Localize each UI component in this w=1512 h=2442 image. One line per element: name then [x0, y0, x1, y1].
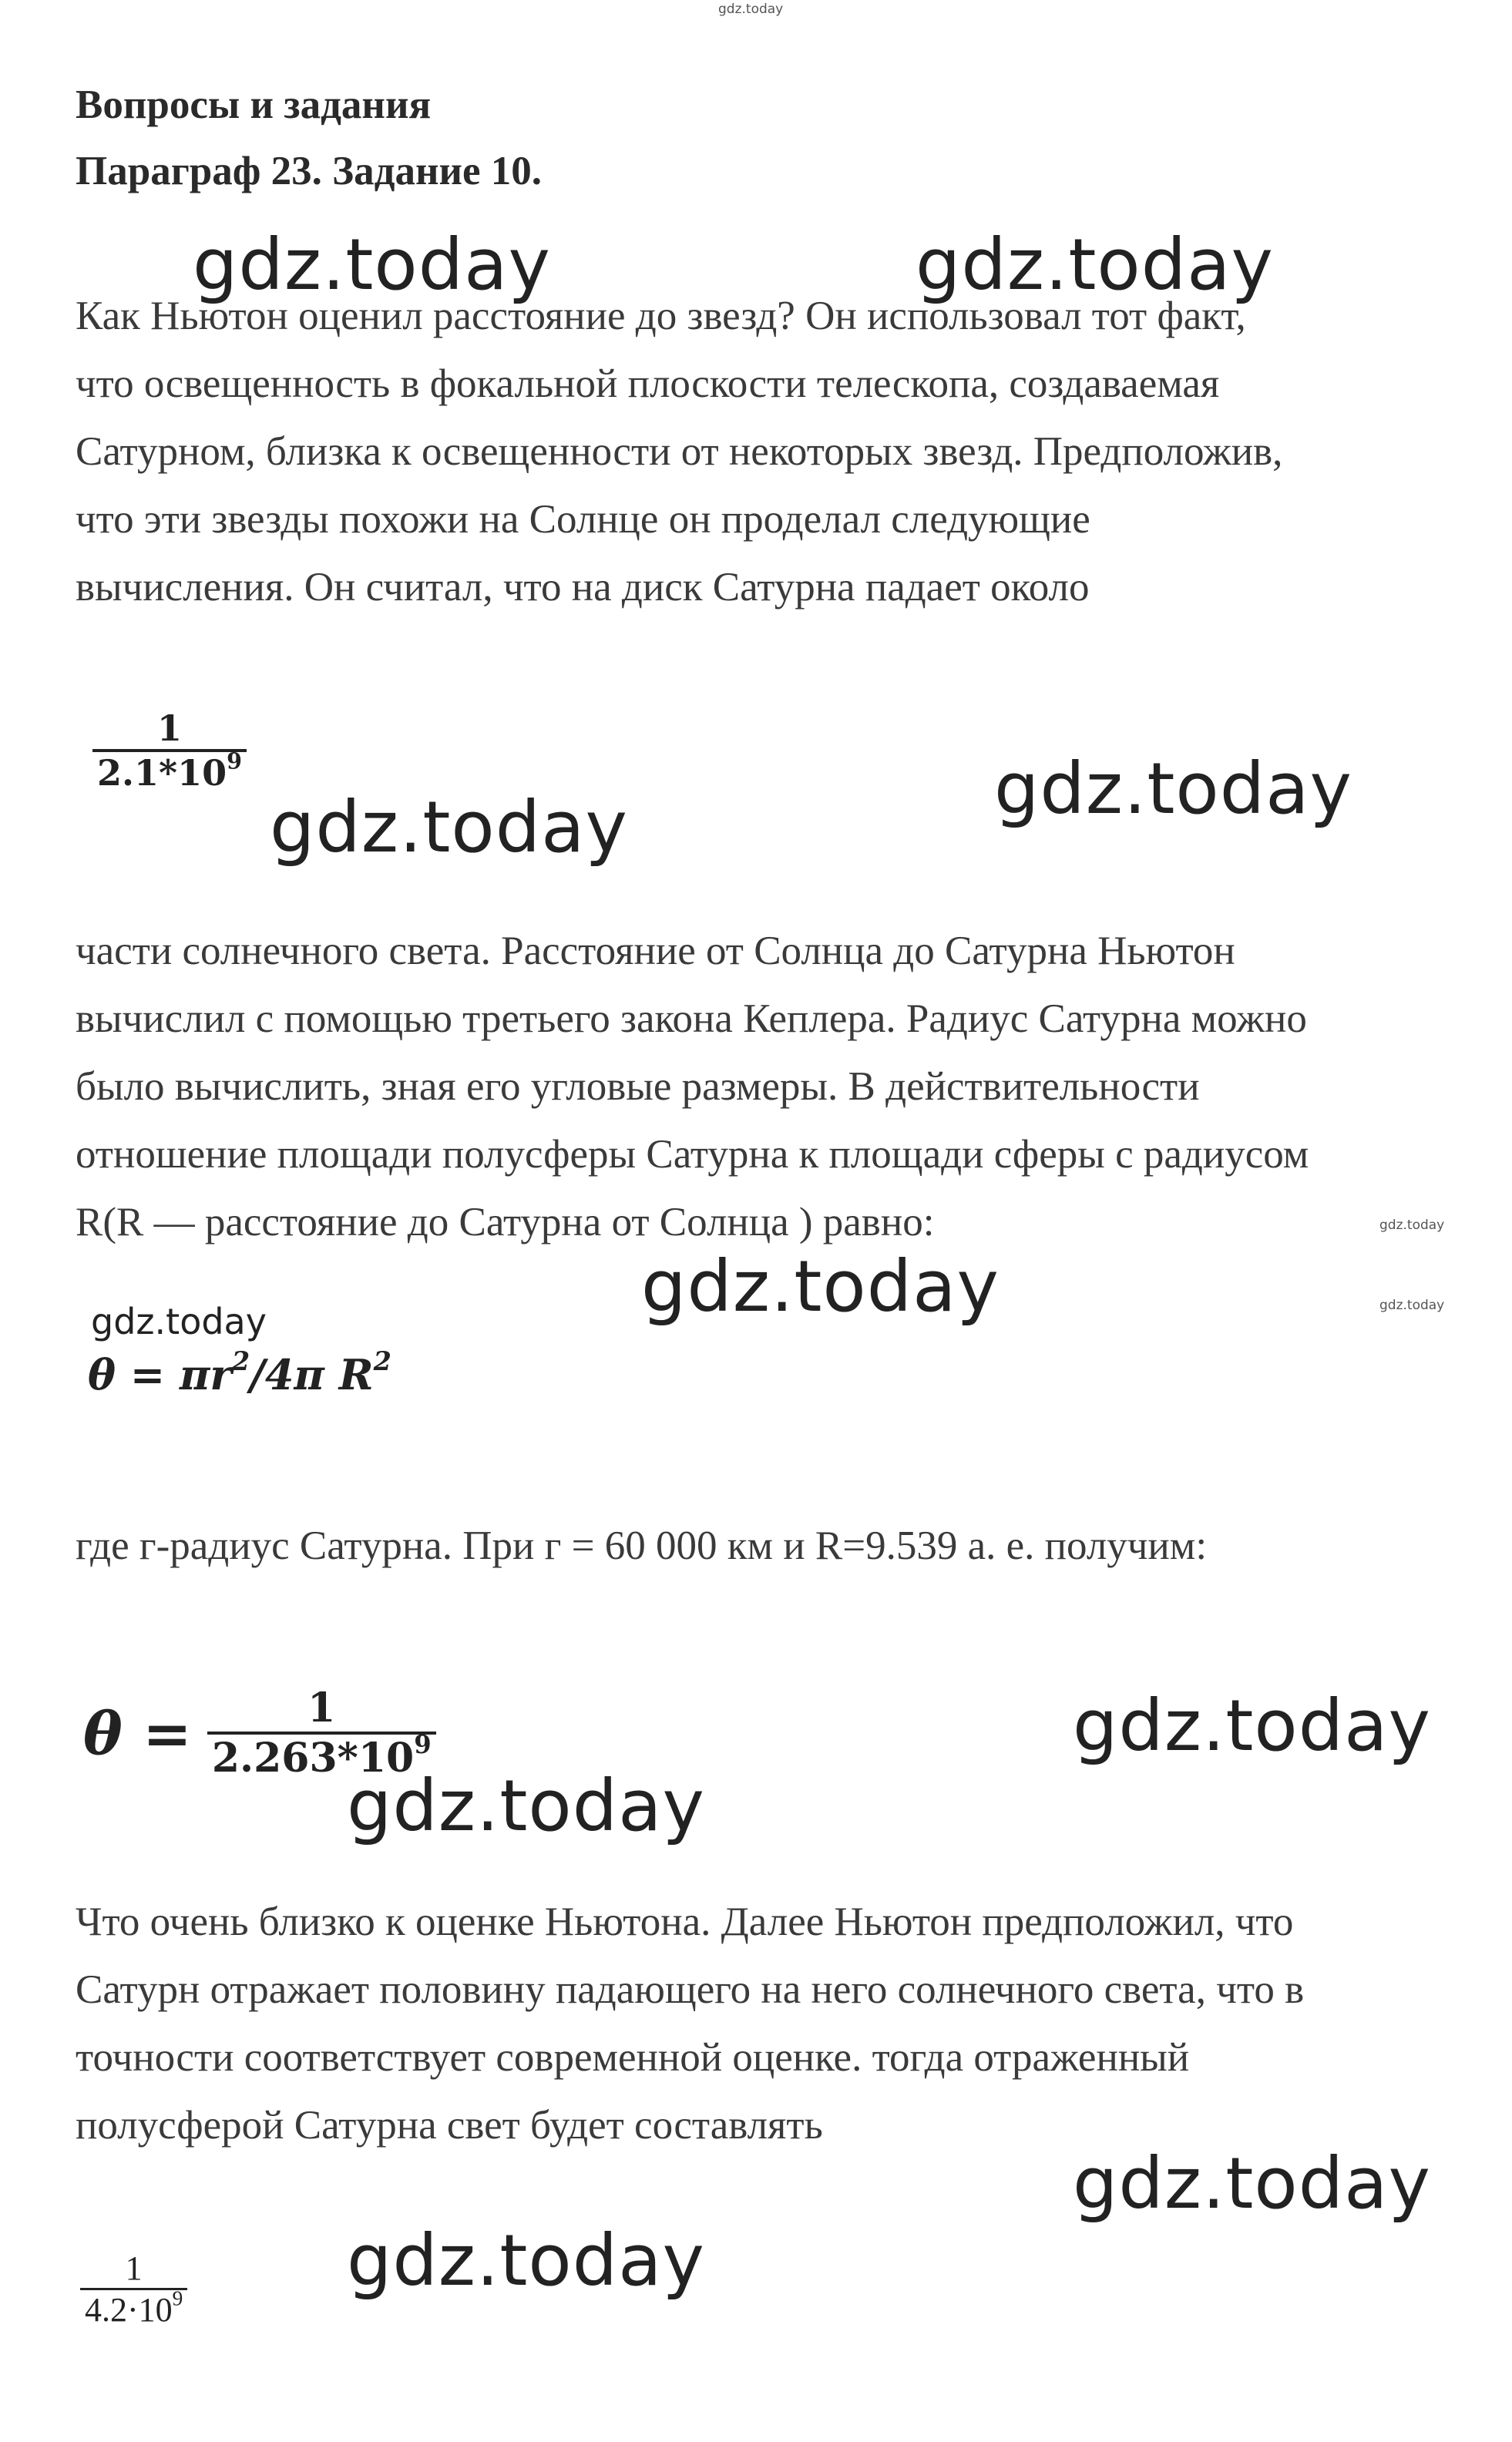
fraction-numerator: 1 — [156, 707, 182, 749]
watermark: gdz.today — [916, 223, 1274, 306]
text-line: что эти звезды похожи на Солнце он проделал следующие — [76, 497, 1090, 542]
watermark: gdz.today — [1073, 2142, 1431, 2225]
text-line: Как Ньютон оценил расстояние до звезд? Он использовал тот факт, — [76, 294, 1246, 338]
paragraph-2 — [76, 917, 1455, 1256]
text-line: Сатурн отражает половину падающего на него солнечного света, что в — [76, 1967, 1305, 2012]
watermark: gdz.today — [1073, 1685, 1431, 1767]
watermark-small: gdz.today — [1379, 1298, 1445, 1313]
text-line: R(R — расстояние до Сатурна от Солнца ) равно: — [76, 1200, 935, 1245]
fraction-denominator: $2.263*10^9$ — [211, 1729, 432, 1782]
text-line: Что очень близко к оценке Ньютона. Далее Ньютон предположил, что — [76, 1900, 1294, 1944]
text-line: части солнечного света. Расстояние от Солнца до Сатурна Ньютон — [76, 929, 1235, 973]
watermark-medium: gdz.today — [91, 1301, 267, 1342]
text-line: вычисления. Он считал, что на диск Сатурна падает около — [76, 565, 1090, 610]
text-line: точности соответствует современной оценке. тогда отраженный — [76, 2035, 1190, 2080]
formula-fraction-4 — [80, 2249, 187, 2329]
paragraph-3 — [76, 1512, 1455, 1580]
text-line: вычислил с помощью третьего закона Кеплера. Радиус Сатурна можно — [76, 996, 1307, 1041]
text-line: отношение площади полусферы Сатурна к площади сферы с радиусом — [76, 1132, 1309, 1177]
fraction-numerator: 1 — [125, 2249, 143, 2287]
watermark-small: gdz.today — [1379, 1218, 1445, 1233]
fraction-denominator: $2.1*10^9$ — [97, 747, 242, 794]
fraction-denominator: $4.2\cdot 10^9$ — [85, 2286, 183, 2329]
watermark: gdz.today — [347, 1765, 705, 1847]
formula-theta-value: θ = $\frac{1}{2.263*10^9}$ — [83, 1685, 436, 1782]
section-heading: Вопросы и задания — [76, 82, 432, 127]
task-heading: Параграф 23. Задание 10. — [76, 149, 543, 193]
paragraph-4 — [76, 1888, 1455, 2159]
watermark: gdz.today — [193, 223, 551, 306]
formula-theta-ratio: $\theta = \pi r^2/4\pi$ $R^2$ — [88, 1345, 391, 1399]
text-line: где г-радиус Сатурна. При г = 60 000 км и R=9.539 а. е. получим: — [76, 1523, 1208, 1568]
watermark: gdz.today — [347, 2219, 705, 2302]
text-line: Сатурном, близка к освещенности от некоторых звезд. Предположив, — [76, 429, 1283, 474]
text-line: что освещенность в фокальной плоскости телескопа, создаваемая — [76, 361, 1220, 406]
formula-fraction-1 — [92, 707, 247, 794]
paragraph-1 — [76, 282, 1455, 621]
fraction-numerator: 1 — [307, 1685, 336, 1732]
site-watermark-top: gdz.today — [718, 2, 784, 17]
watermark: gdz.today — [641, 1245, 1000, 1328]
text-line: было вычислить, зная его угловые размеры. В действительности — [76, 1064, 1200, 1109]
watermark: gdz.today — [270, 786, 628, 868]
watermark: gdz.today — [994, 747, 1352, 830]
text-line: полусферой Сатурна свет будет составлять — [76, 2103, 823, 2148]
